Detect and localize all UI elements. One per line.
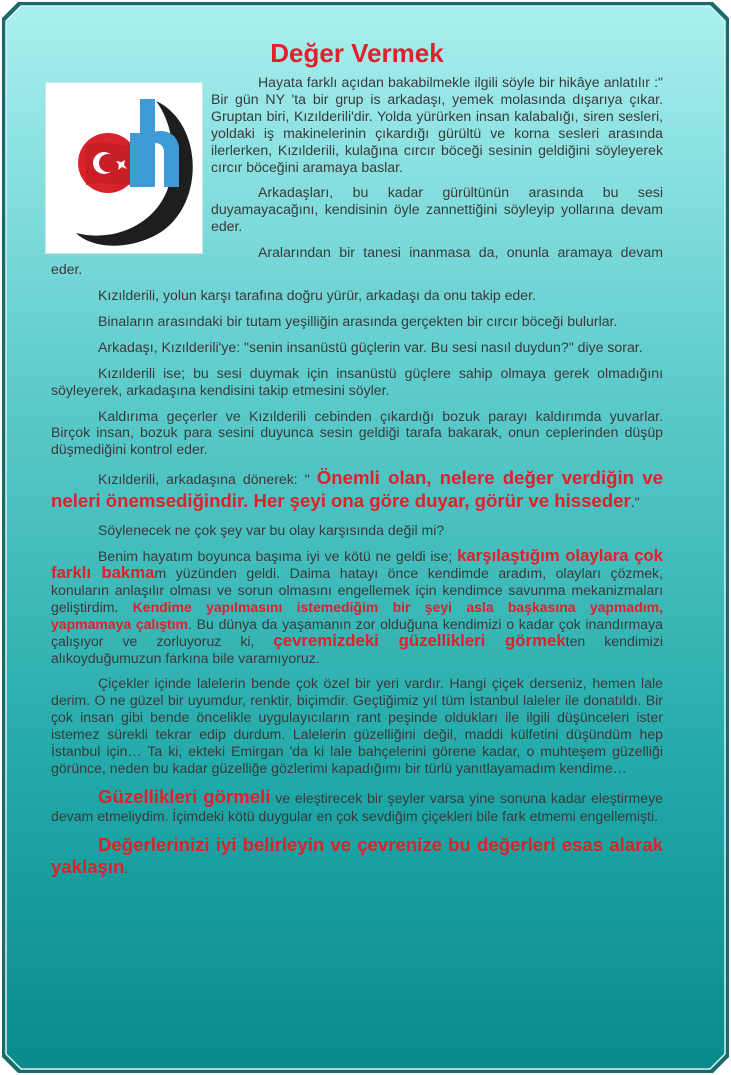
turkish-flag-logo-icon [46,83,202,253]
paragraph-14 [51,834,663,878]
dh-logo [45,82,203,254]
paragraph-11 [51,548,663,666]
paragraph-9-end: ." [630,494,640,511]
paragraph-11-c: m yüzünden geldi. Daima hatayı önce kendimde aradım, olayları çözmek, konuların anlaşılır olması ve sorun olmasını engellemek için kendimce savunma mekanizmaları geliştirdim. [51,565,663,615]
paragraph-6: Arkadaşı, Kızılderili'ye: "senin insanüstü güçlerin var. Bu sesi nasıl duydun?" diye sorar. [98,338,643,355]
paragraph-10: Söylenecek ne çok şey var bu olay karşısında değil mi? [98,522,445,539]
highlight-see-beauty: Güzellikleri görmeli [98,785,271,807]
paragraph-7: Kızılderili ise; bu sesi duymak için insanüstü güçlere sahip olmaya gerek olmadığını söyleyerek, arkadaşına kendisini takip etmesini söyler. [51,364,663,398]
highlight-quote: Önemli olan, nelere değer verdiğin ve neleri önemsediğindir. Her şeyi ona göre duyar, görür ve hisseder [51,467,663,512]
paragraph-8: Kaldırıma geçerler ve Kızılderili cebinden çıkardığı bozuk parayı kaldırımda yuvarlar. Birçok insan, bozuk para sesini duyunca sesin geldiği tarafa bakarak, onun ceplerinden düşüp düşmediğini kontrol eder. [51,407,663,458]
paragraph-5: Binaların arasındaki bir tutam yeşilliğin arasında gerçekten bir cırcır böceği bulurlar. [98,312,618,329]
paragraph-4: Kızılderili, yolun karşı tarafına doğru yürür, arkadaşı da onu takip eder. [98,286,536,303]
article [51,38,663,887]
paragraph-3: Aralarından bir tanesi inanmasa da, onunla aramaya devam eder. [51,244,663,278]
paragraph-2: Arkadaşları, bu kadar gürültünün arasında bu sesi duyamayacağını, kendisinin öyle zannettiğini söyleyip yollarına devam eder. [211,184,663,235]
highlight-perspective: karşılaştığım olaylara çok farklı bakma [51,546,663,583]
highlight-golden-rule: Kendime yapılmasını istemediğim bir şeyi asla başkasına yapmadım, yapmamaya çalıştım [51,598,663,632]
paragraph-11-g: ten kendimizi alıkoyduğumuzun farkına bile varamıyoruz. [51,632,663,666]
paragraph-13-b: ve eleştirecek bir şeyler varsa yine sonuna kadar eleştirmeye devam etmeliydim. İçimdeki kötü duygular en çok sevdiğim çiçekleri bile fark etmemi engellemişti. [51,789,664,824]
paragraph-11-a: Benim hayatım boyunca başıma iyi ve kötü ne geldi ise; [98,548,458,565]
paragraph-14-b: . [124,859,129,876]
paragraph-9-lead: Kızılderili, arkadaşına dönerek: " [98,471,317,488]
paragraph-11-e: . Bu dünya da yaşamanın zor olduğuna kendimizi o kadar çok inandırmaya çalışıyor ve zorluyoruz ki, [51,615,663,649]
paragraph-1: Hayata farklı açıdan bakabilmekle ilgili söyle bir hikâye anlatılır :" Bir gün NY 'ta bir grup is arkadaşı, yemek molasında dışarıya çıkar. Gruptan biri, Kızılderili'dir. Yolda yürürken insan kalabalığı, siren sesleri, yoldaki iş makinelerinin çıkardığı gürültü ve korna sesleri arasında ilerlerken, Kızılderili, kulağına cırcır böceği sesinin geldiğini söyleyerek cırcır böceğini aramaya baslar. [211,74,663,175]
paragraph-9 [51,467,663,513]
page-title: Değer Vermek [270,38,444,68]
highlight-beauty: çevremizdeki güzellikleri görmek [273,630,566,650]
highlight-conclusion: Değerlerinizi iyi belirleyin ve çevrenize bu değerleri esas alarak yaklaşın [51,833,663,877]
paragraph-13 [51,786,663,825]
paragraph-12: Çiçekler içinde lalelerin bende çok özel bir yeri vardır. Hangi çiçek derseniz, hemen lale derim. O ne güzel bir uyumdur, renktir, biçimdir. Geçtiğimiz yıl tüm İstanbul laleler ile donatıldı. Bir çok insan gibi bende öncelikle uygulayıcıların rant peşinde oldukları ile ilgili düşünceleri ister istemez sürekli tekrar edip durdum. Lalelerin güzelliğini değil, maddi külfetini düşündüm hep İstanbul için… Ta ki, ekteki Emirgan 'da ki lale bahçelerini görene kadar, o muhteşem güzelliği görünce, neden bu kadar güzelliğe gözlerimi kapadığımı bir türlü yanıtlayamadım kendime… [51,675,663,776]
